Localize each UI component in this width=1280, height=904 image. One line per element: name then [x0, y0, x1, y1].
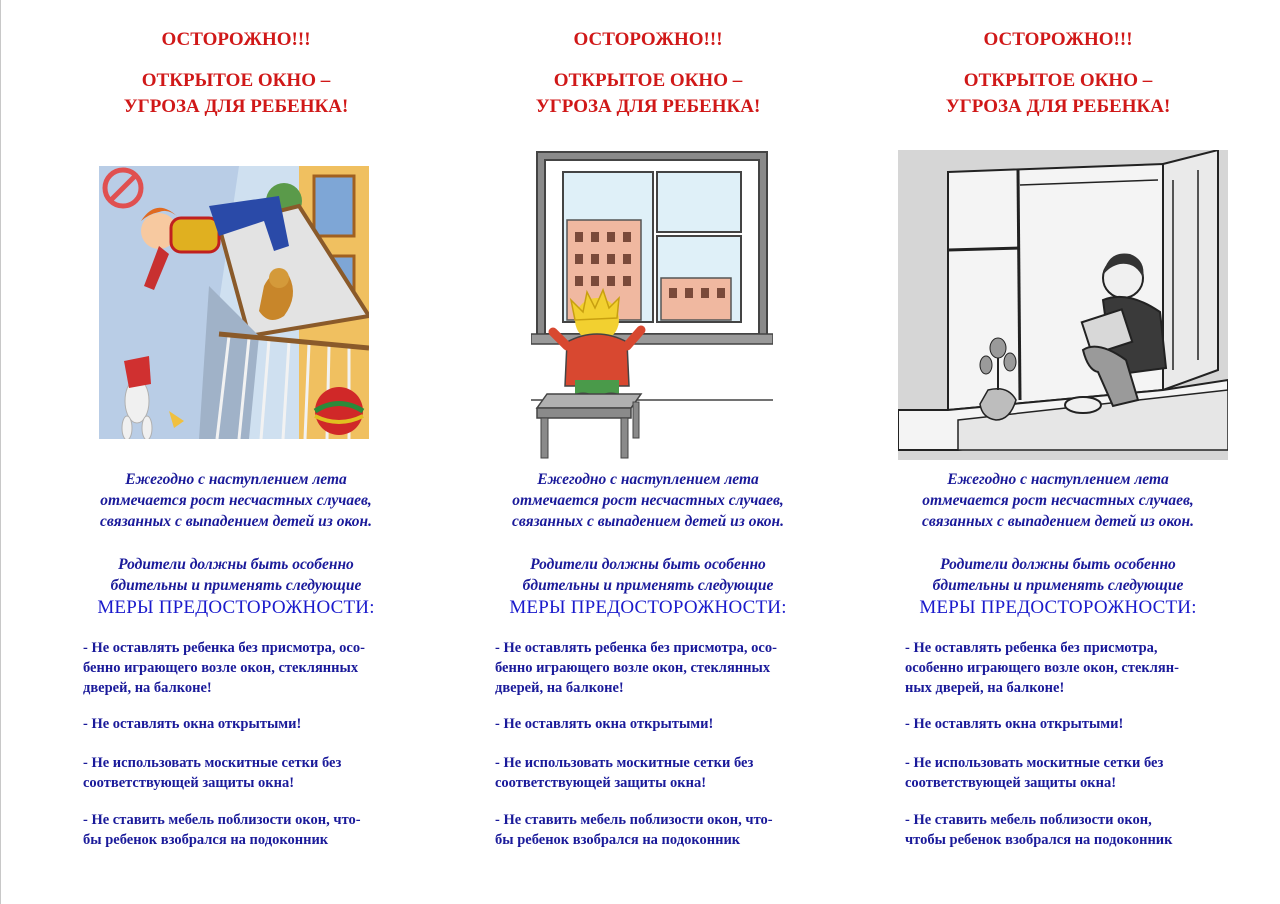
window-child-illustration: [531, 150, 773, 460]
intro-line: Родители должны быть особенно: [530, 556, 766, 573]
rule-line: - Не ставить мебель поблизости окон,: [905, 812, 1152, 828]
leaflet-column-1: [41, 0, 441, 904]
rule-line: - Не использовать москитные сетки без: [495, 755, 754, 771]
intro-line: Ежегодно с наступлением лета: [537, 471, 759, 488]
precaution-rule: [905, 810, 1265, 850]
measures-heading: МЕРЫ ПРЕДОСТОРОЖНОСТИ:: [919, 597, 1197, 618]
rule-line: дверей, на балконе!: [495, 680, 624, 696]
precaution-rule: [83, 753, 443, 793]
rule-line: - Не оставлять окна открытыми!: [83, 716, 302, 732]
intro-line: бдительны и применять следующие: [522, 577, 774, 594]
rule-line: - Не оставлять ребенка без присмотра,: [905, 640, 1158, 656]
rule-line: - Не оставлять ребенка без присмотра, осо-: [495, 640, 777, 656]
caution-heading: ОСТОРОЖНО!!!: [983, 29, 1133, 50]
precaution-rule: [83, 810, 443, 850]
rule-line: особенно играющего возле окон, стеклян-: [905, 660, 1179, 676]
rule-line: бенно играющего возле окон, стеклянных: [495, 660, 771, 676]
precaution-rule: [495, 810, 855, 850]
intro-line: отмечается рост несчастных случаев,: [512, 492, 784, 509]
intro-line: связанных с выпадением детей из окон.: [512, 513, 784, 530]
precaution-rule: [905, 753, 1265, 793]
intro-line: отмечается рост несчастных случаев,: [100, 492, 372, 509]
intro-line: Родители должны быть особенно: [940, 556, 1176, 573]
rule-line: - Не использовать москитные сетки без: [83, 755, 342, 771]
caution-heading: ОСТОРОЖНО!!!: [161, 29, 311, 50]
intro-line: Ежегодно с наступлением лета: [947, 471, 1169, 488]
rule-line: дверей, на балконе!: [83, 680, 212, 696]
precaution-rule: [905, 638, 1265, 698]
title-line-2: УГРОЗА ДЛЯ РЕБЕНКА!: [535, 96, 761, 117]
rule-line: - Не оставлять ребенка без присмотра, осо-: [83, 640, 365, 656]
precaution-rule: [83, 714, 443, 734]
precaution-rule: [905, 714, 1265, 734]
rule-line: - Не оставлять окна открытыми!: [495, 716, 714, 732]
rule-line: соответствующей защиты окна!: [83, 775, 295, 791]
title-line-2: УГРОЗА ДЛЯ РЕБЕНКА!: [945, 96, 1171, 117]
title-line-1: ОТКРЫТОЕ ОКНО –: [963, 70, 1153, 91]
intro-line: связанных с выпадением детей из окон.: [100, 513, 372, 530]
intro-line: Ежегодно с наступлением лета: [125, 471, 347, 488]
intro-line: бдительны и применять следующие: [110, 577, 362, 594]
caution-heading: ОСТОРОЖНО!!!: [573, 29, 723, 50]
leaflet-column-2: [453, 0, 853, 904]
title-line-1: ОТКРЫТОЕ ОКНО –: [141, 70, 331, 91]
intro-line: отмечается рост несчастных случаев,: [922, 492, 1194, 509]
rule-line: бы ребенок взобрался на подоконник: [495, 832, 741, 848]
precaution-rule: [495, 714, 855, 734]
title-line-2: УГРОЗА ДЛЯ РЕБЕНКА!: [123, 96, 349, 117]
intro-line: связанных с выпадением детей из окон.: [922, 513, 1194, 530]
balcony-illustration: [99, 166, 369, 439]
precaution-rule: [83, 638, 443, 698]
windowsill-reading-illustration: [898, 150, 1228, 460]
precaution-rule: [495, 638, 855, 698]
measures-heading: МЕРЫ ПРЕДОСТОРОЖНОСТИ:: [97, 597, 375, 618]
intro-line: бдительны и применять следующие: [932, 577, 1184, 594]
rule-line: бенно играющего возле окон, стеклянных: [83, 660, 359, 676]
rule-line: бы ребенок взобрался на подоконник: [83, 832, 329, 848]
intro-line: Родители должны быть особенно: [118, 556, 354, 573]
rule-line: чтобы ребенок взобрался на подоконник: [905, 832, 1173, 848]
rule-line: ных дверей, на балконе!: [905, 680, 1065, 696]
measures-heading: МЕРЫ ПРЕДОСТОРОЖНОСТИ:: [509, 597, 787, 618]
rule-line: соответствующей защиты окна!: [905, 775, 1117, 791]
rule-line: - Не использовать москитные сетки без: [905, 755, 1164, 771]
rule-line: - Не оставлять окна открытыми!: [905, 716, 1124, 732]
rule-line: соответствующей защиты окна!: [495, 775, 707, 791]
title-line-1: ОТКРЫТОЕ ОКНО –: [553, 70, 743, 91]
rule-line: - Не ставить мебель поблизости окон, что-: [495, 812, 773, 828]
leaflet-column-3: [863, 0, 1263, 904]
rule-line: - Не ставить мебель поблизости окон, что-: [83, 812, 361, 828]
precaution-rule: [495, 753, 855, 793]
